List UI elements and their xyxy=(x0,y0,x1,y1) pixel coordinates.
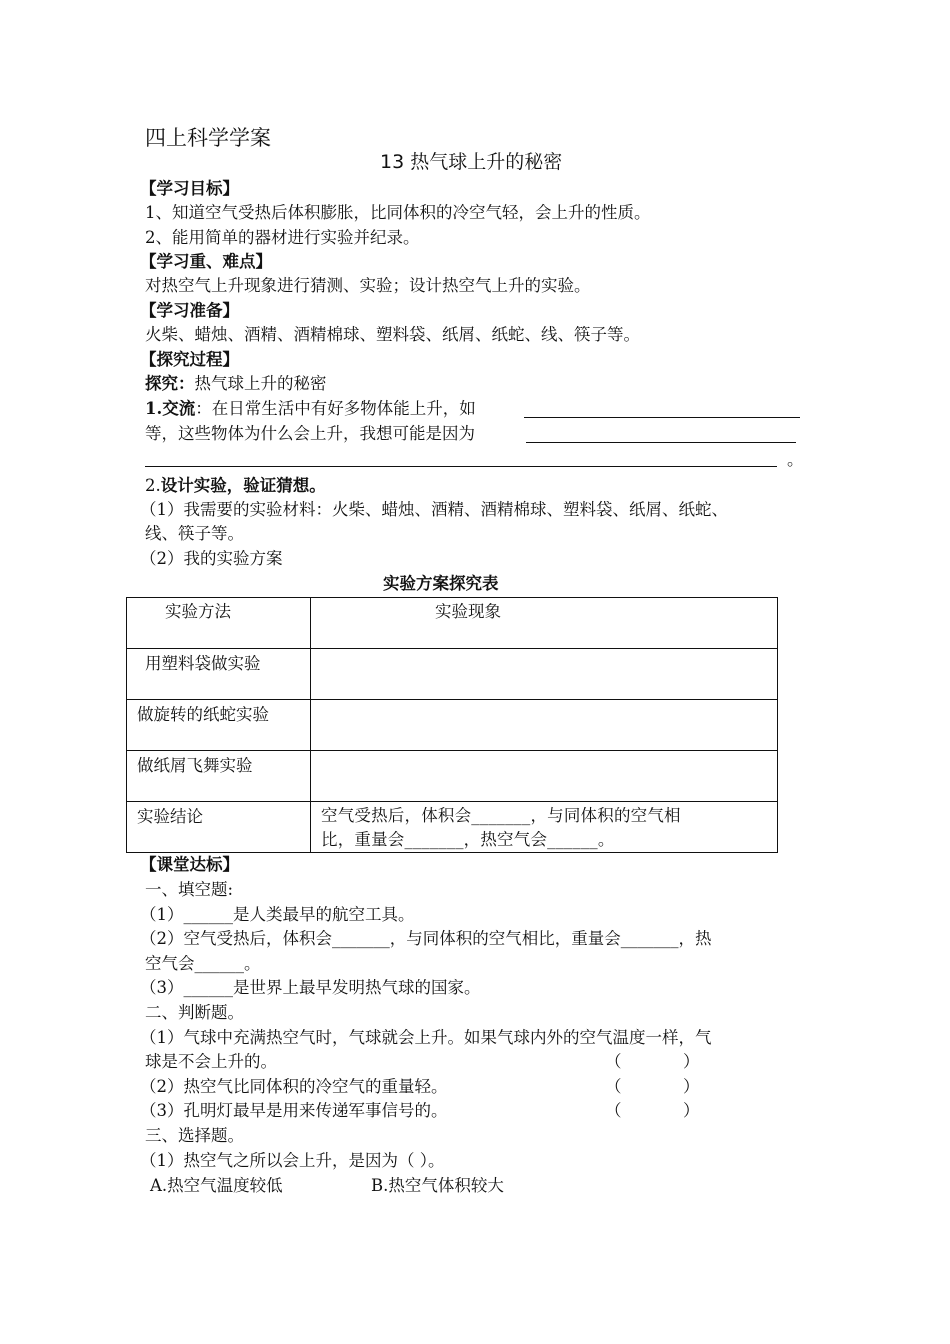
answer-paren-open: （ xyxy=(605,1077,622,1096)
table-cell xyxy=(127,649,311,700)
blank-line[interactable] xyxy=(524,417,800,418)
exchange-line-1 xyxy=(145,401,476,418)
table-cell xyxy=(127,700,311,751)
judge-question-3: （3）孔明灯最早是用来传递军事信号的。 xyxy=(140,1101,448,1120)
table-header-cell xyxy=(311,598,778,649)
design-number: 2. xyxy=(145,476,161,495)
answer-paren-open: （ xyxy=(605,1101,622,1120)
explore-label: 探究： xyxy=(145,374,195,393)
section-heading-class: 【课堂达标】 xyxy=(140,855,239,874)
table-title: 实验方案探究表 xyxy=(383,574,499,593)
key-points: 对热空气上升现象进行猜测、实验；设计热空气上升的实验。 xyxy=(145,276,591,295)
materials-line-1: （1）我需要的实验材料：火柴、蜡烛、酒精、酒精棉球、塑料袋、纸屑、纸蛇、 xyxy=(140,500,728,519)
section-heading-explore: 【探究过程】 xyxy=(140,350,239,369)
exchange-period: 。 xyxy=(787,450,804,469)
table-row xyxy=(127,700,778,751)
judge-question-1-line-1: （1）气球中充满热空气时，气球就会上升。如果气球内外的空气温度一样，气 xyxy=(140,1028,712,1047)
conclusion-line-1: 空气受热后，体积会_______，与同体积的空气相 xyxy=(321,806,681,825)
conclusion-label: 实验结论 xyxy=(137,807,203,826)
explore-title: 热气球上升的秘密 xyxy=(194,374,327,393)
method-paper-scraps: 做纸屑飞舞实验 xyxy=(137,756,253,775)
fill-question-1: （1）______是人类最早的航空工具。 xyxy=(140,905,415,924)
answer-paren-close: ） xyxy=(683,1077,700,1096)
judge-question-2: （2）热空气比同体积的冷空气的重量轻。 xyxy=(140,1077,448,1096)
plan-label: （2）我的实验方案 xyxy=(140,549,283,568)
table-row xyxy=(127,802,778,853)
phenomenon-input-cell[interactable] xyxy=(311,751,778,802)
experiment-table xyxy=(126,597,778,853)
phenomenon-input-cell[interactable] xyxy=(311,700,778,751)
blank-line[interactable] xyxy=(526,442,796,443)
section-heading-prep: 【学习准备】 xyxy=(140,301,239,320)
table-cell xyxy=(127,751,311,802)
choice-question-1: （1）热空气之所以会上升，是因为（ ）。 xyxy=(140,1151,445,1170)
explore-line xyxy=(145,376,327,393)
method-paper-snake: 做旋转的纸蛇实验 xyxy=(137,705,269,724)
goal-1: 1、知道空气受热后体积膨胀，比同体积的冷空气轻，会上升的性质。 xyxy=(145,203,651,222)
choice-option-a[interactable]: A.热空气温度较低 xyxy=(150,1176,283,1195)
table-header-cell xyxy=(127,598,311,649)
conclusion-line-2: 比，重量会_______，热空气会______。 xyxy=(321,830,615,849)
table-row xyxy=(127,598,778,649)
goal-2: 2、能用简单的器材进行实验并纪录。 xyxy=(145,228,420,247)
section-heading-goals: 【学习目标】 xyxy=(140,179,239,198)
design-heading xyxy=(145,478,326,495)
answer-paren-open: （ xyxy=(605,1052,622,1071)
design-label: 设计实验，验证猜想。 xyxy=(160,476,326,495)
conclusion-text xyxy=(311,802,777,852)
fill-question-2-line-1: （2）空气受热后，体积会_______，与同体积的空气相比，重量会_______，热 xyxy=(140,929,712,948)
fill-question-3: （3）______是世界上最早发明热气球的国家。 xyxy=(140,978,481,997)
header-phenomenon: 实验现象 xyxy=(435,602,501,621)
section-choice: 三、选择题。 xyxy=(145,1126,244,1145)
conclusion-cell[interactable] xyxy=(311,802,778,853)
materials-line-2: 线、筷子等。 xyxy=(145,524,244,543)
fill-question-2-line-2: 空气会______。 xyxy=(145,954,261,973)
section-judge: 二、判断题。 xyxy=(145,1003,244,1022)
header-method: 实验方法 xyxy=(165,602,231,621)
table-row xyxy=(127,751,778,802)
choice-option-b[interactable]: B.热空气体积较大 xyxy=(371,1176,504,1195)
table-cell xyxy=(127,802,311,853)
answer-paren-close: ） xyxy=(683,1052,700,1071)
exchange-label: 1.交流 xyxy=(145,399,196,418)
answer-paren-close: ） xyxy=(683,1101,700,1120)
doc-title: 13 热气球上升的秘密 xyxy=(380,151,563,173)
blank-line[interactable] xyxy=(145,466,777,467)
method-plastic-bag: 用塑料袋做实验 xyxy=(145,654,261,673)
prep-materials: 火柴、蜡烛、酒精、酒精棉球、塑料袋、纸屑、纸蛇、线、筷子等。 xyxy=(145,325,640,344)
section-fill: 一、填空题: xyxy=(145,880,234,899)
exchange-line-2: 等，这些物体为什么会上升，我想可能是因为 xyxy=(145,424,475,443)
phenomenon-input-cell[interactable] xyxy=(311,649,778,700)
exchange-text: ：在日常生活中有好多物体能上升，如 xyxy=(195,399,476,418)
table-row xyxy=(127,649,778,700)
doc-header: 四上科学学案 xyxy=(145,126,271,150)
section-heading-key: 【学习重、难点】 xyxy=(140,252,272,271)
judge-question-1-line-2: 球是不会上升的。 xyxy=(145,1052,277,1071)
